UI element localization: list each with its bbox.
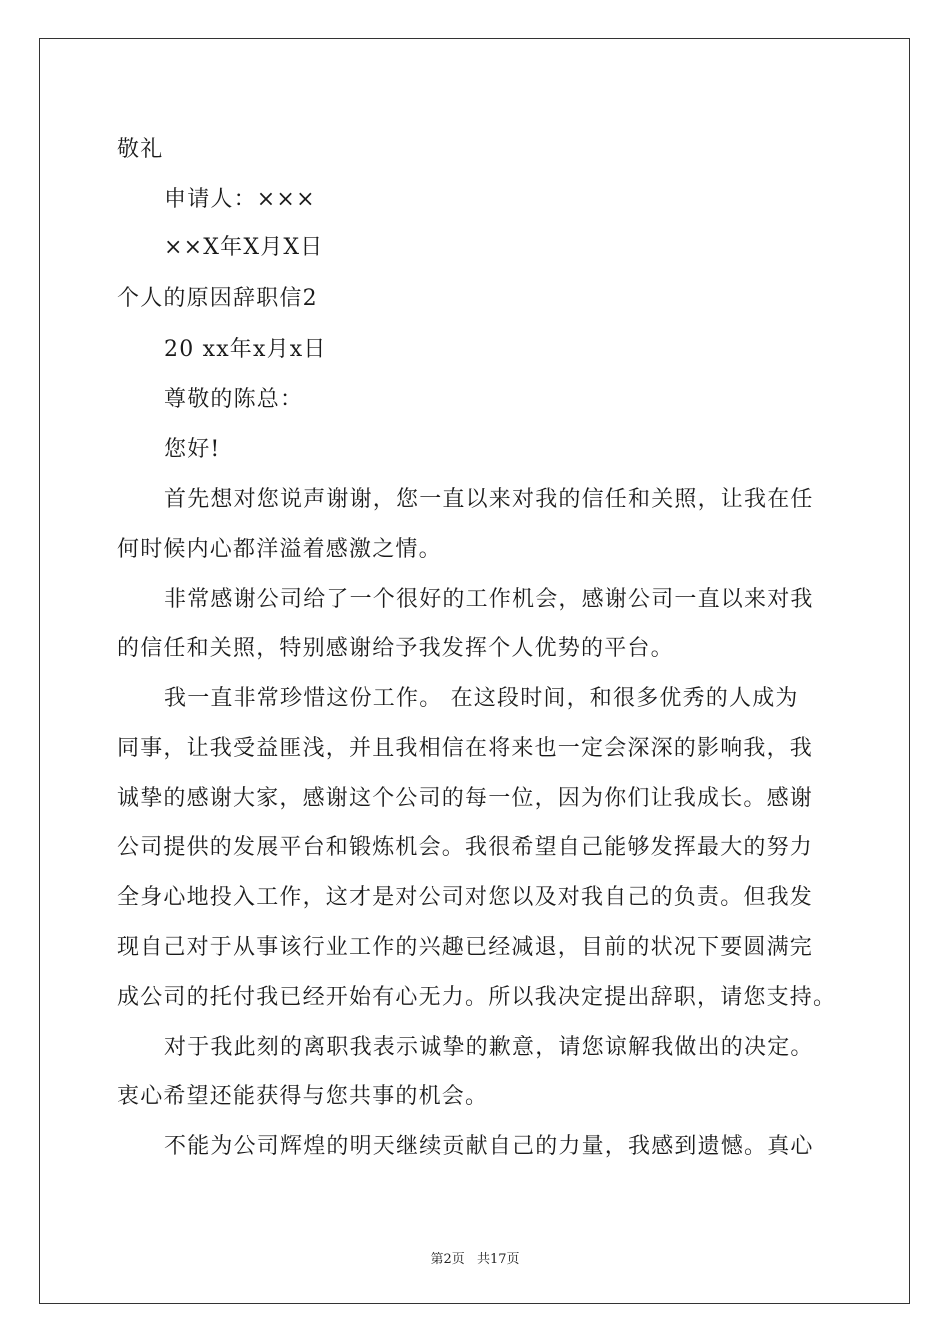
body-line: 不能为公司辉煌的明天继续贡献自己的力量，我感到遗憾。真心 [164, 1134, 814, 1159]
page-number: 第2页 [430, 1252, 465, 1267]
date-placeholder-line: ××X年X月X日 [164, 235, 324, 260]
salutation: 尊敬的陈总： [164, 387, 304, 412]
body-line: 成公司的托付我已经开始有心无力。所以我决定提出辞职，请您支持。 [117, 985, 837, 1010]
body-line: 全身心地投入工作，这才是对公司对您以及对我自己的负责。但我发 [117, 885, 814, 910]
applicant-line: 申请人：××× [164, 187, 316, 212]
body-line: 对于我此刻的离职我表示诚挚的歉意，请您谅解我做出的决定。 [164, 1035, 814, 1060]
closing-text: 敬礼 [117, 137, 164, 162]
greeting: 您好! [164, 437, 221, 462]
letter-date: 20 xx年x月x日 [164, 337, 327, 362]
body-line: 公司提供的发展平台和锻炼机会。我很希望自己能够发挥最大的努力 [117, 835, 814, 860]
body-line: 非常感谢公司给了一个很好的工作机会，感谢公司一直以来对我 [164, 587, 814, 612]
body-line: 首先想对您说声谢谢，您一直以来对我的信任和关照，让我在任 [164, 487, 814, 512]
body-line: 同事，让我受益匪浅，并且我相信在将来也一定会深深的影响我，我 [117, 736, 814, 761]
body-line: 诚挚的感谢大家，感谢这个公司的每一位，因为你们让我成长。感谢 [117, 786, 814, 811]
page-footer [0, 1248, 950, 1267]
page-border [39, 38, 910, 1304]
body-line: 我一直非常珍惜这份工作。 在这段时间，和很多优秀的人成为 [164, 686, 799, 711]
body-line: 何时候内心都洋溢着感激之情。 [117, 537, 442, 562]
body-line: 现自己对于从事该行业工作的兴趣已经减退，目前的状况下要圆满完 [117, 935, 814, 960]
page-total: 共17页 [476, 1252, 520, 1267]
body-line: 的信任和关照，特别感谢给予我发挥个人优势的平台。 [117, 636, 674, 661]
section-title: 个人的原因辞职信2 [117, 286, 318, 311]
body-line: 衷心希望还能获得与您共事的机会。 [117, 1084, 489, 1109]
